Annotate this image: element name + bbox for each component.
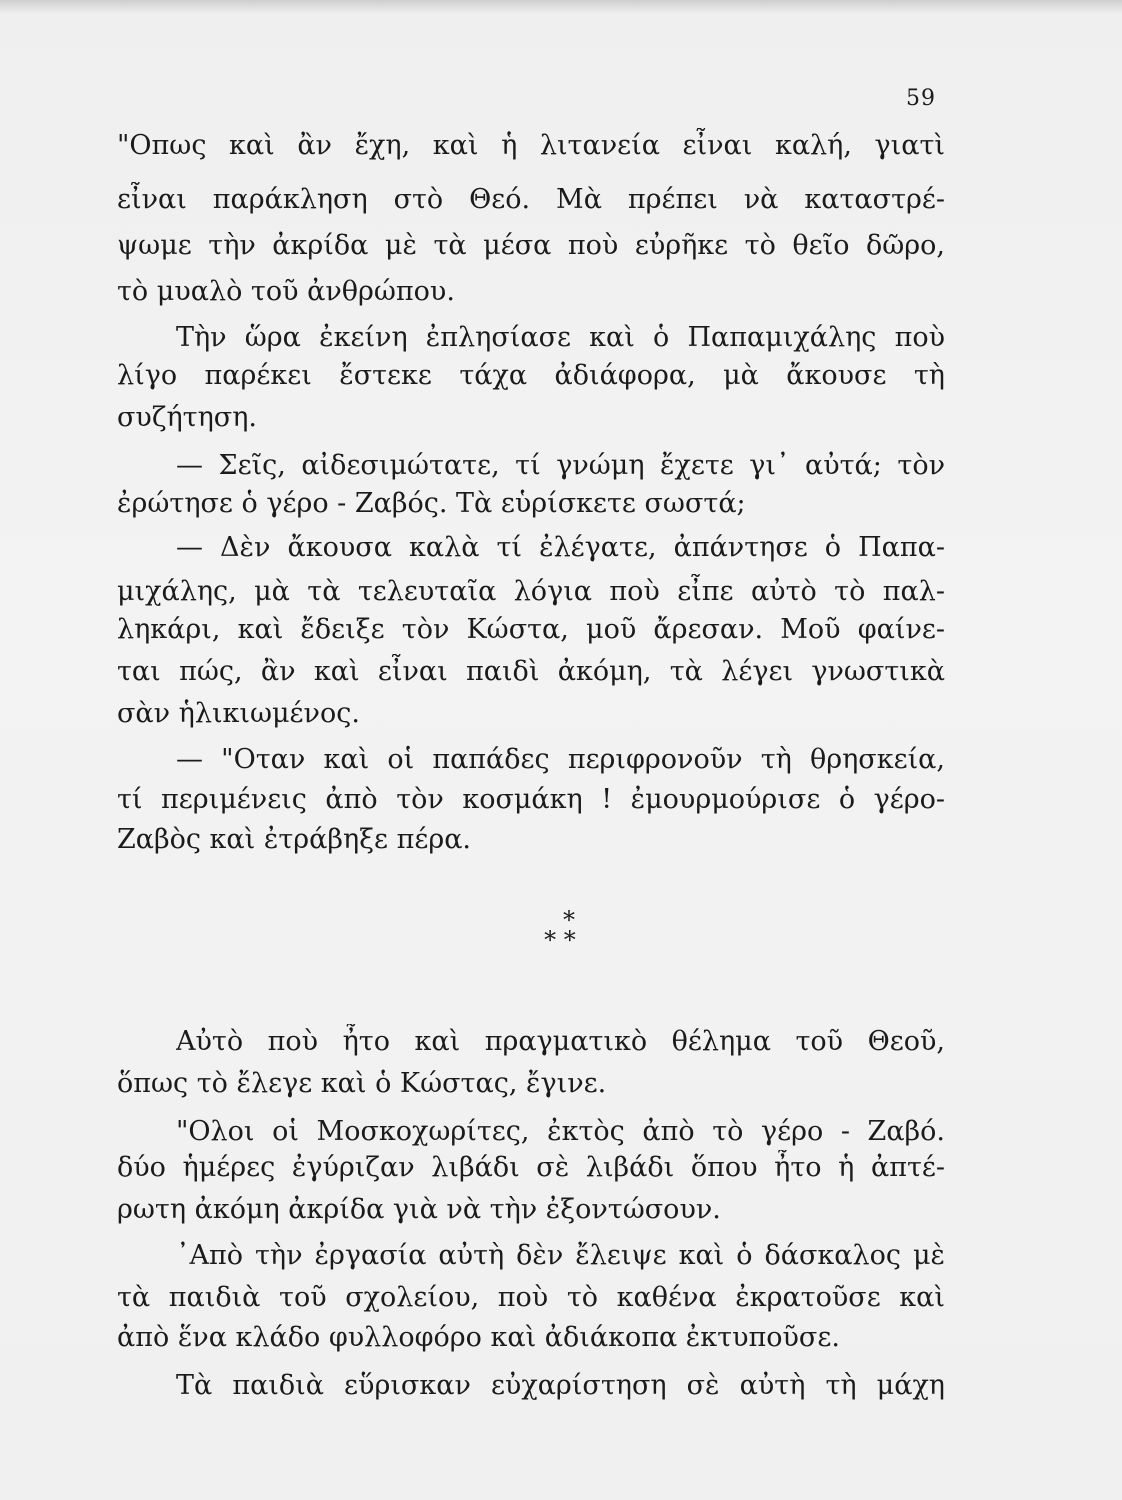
- separator-star-top: *: [563, 906, 575, 934]
- section-separator: [500, 906, 620, 954]
- text-line: ψωμε τὴν ἀκρίδα μὲ τὰ μέσα ποὺ εὐρῆκε τὸ θεῖο δῶρο,: [117, 230, 945, 261]
- text-line: ἀπὸ ἕνα κλάδο φυλλοφόρο καὶ ἀδιάκοπα ἐκτυποῦσε.: [117, 1322, 840, 1353]
- text-line: τὰ παιδιὰ τοῦ σχολείου, ποὺ τὸ καθένα ἐκρατοῦσε καὶ: [117, 1282, 945, 1313]
- text-line: — "Οταν καὶ οἱ παπάδες περιφρονοῦν τὴ θρησκεία,: [176, 744, 945, 775]
- text-line: ται πώς, ἂν καὶ εἶναι παιδὶ ἀκόμη, τὰ λέγει γνωστικὰ: [117, 656, 945, 687]
- text-line: συζήτηση.: [117, 402, 257, 433]
- separator-stars-bottom: * *: [544, 926, 576, 954]
- text-line: Τὰ παιδιὰ εὕρισκαν εὐχαρίστηση σὲ αὐτὴ τὴ μάχη: [176, 1370, 945, 1401]
- text-line: ρωτη ἀκόμη ἀκρίδα γιὰ νὰ τὴν ἐξοντώσουν.: [117, 1194, 721, 1225]
- page-number: 59: [906, 86, 936, 111]
- text-line: ἐρώτησε ὁ γέρο - Ζαβός. Τὰ εὑρίσκετε σωστά;: [117, 488, 746, 519]
- text-line: ληκάρι, καὶ ἔδειξε τὸν Κώστα, μοῦ ἄρεσαν. Μοῦ φαίνε-: [117, 614, 945, 645]
- text-line: λίγο παρέκει ἔστεκε τάχα ἀδιάφορα, μὰ ἄκουσε τὴ: [117, 360, 945, 391]
- text-line: Αὐτὸ ποὺ ἦτο καὶ πραγματικὸ θέλημα τοῦ Θεοῦ,: [176, 1026, 945, 1057]
- text-line: δύο ἡμέρες ἐγύριζαν λιβάδι σὲ λιβάδι ὅπου ἦτο ἡ ἀπτέ-: [117, 1152, 945, 1183]
- text-line: Ζαβὸς καὶ ἐτράβηξε πέρα.: [117, 824, 472, 855]
- text-line: — Σεῖς, αἰδεσιμώτατε, τί γνώμη ἔχετε γι᾽ αὐτά; τὸν: [176, 450, 945, 481]
- text-line: — Δὲν ἄκουσα καλὰ τί ἐλέγατε, ἀπάντησε ὁ Παπα-: [176, 532, 945, 563]
- text-line: εἶναι παράκληση στὸ Θεό. Μὰ πρέπει νὰ καταστρέ-: [117, 184, 945, 215]
- text-line: "Ολοι οἱ Μοσκοχωρίτες, ἐκτὸς ἀπὸ τὸ γέρο - Ζαβό.: [176, 1116, 945, 1147]
- text-line: Τὴν ὥρα ἐκείνη ἐπλησίασε καὶ ὁ Παπαμιχάλης ποὺ: [176, 322, 945, 353]
- text-line: τί περιμένεις ἀπὸ τὸν κοσμάκη ! ἐμουρμούρισε ὁ γέρο-: [117, 784, 945, 815]
- text-line: μιχάλης, μὰ τὰ τελευταῖα λόγια ποὺ εἶπε αὐτὸ τὸ παλ-: [117, 576, 945, 607]
- text-line: "Οπως καὶ ἂν ἔχη, καὶ ἡ λιτανεία εἶναι καλή, γιατὶ: [117, 130, 945, 161]
- text-line: ὅπως τὸ ἔλεγε καὶ ὁ Κώστας, ἔγινε.: [117, 1068, 607, 1099]
- text-line: σὰν ἡλικιωμένος.: [117, 698, 360, 729]
- text-line: τὸ μυαλὸ τοῦ ἀνθρώπου.: [117, 276, 455, 307]
- text-line: ᾿Απὸ τὴν ἐργασία αὐτὴ δὲν ἔλειψε καὶ ὁ δάσκαλος μὲ: [176, 1240, 945, 1271]
